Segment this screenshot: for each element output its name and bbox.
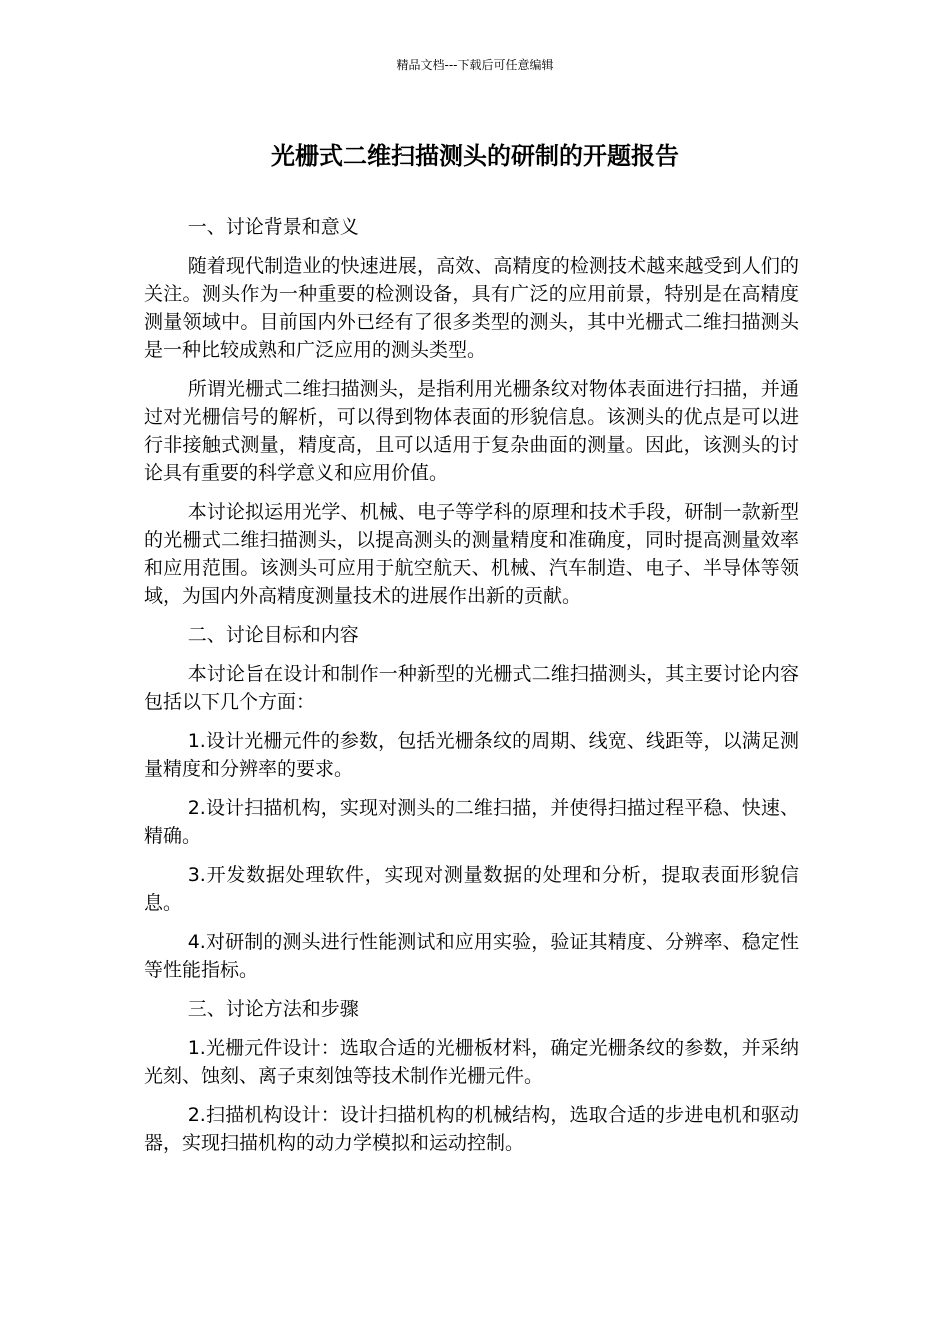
paragraph-goals-intro: 本讨论旨在设计和制作一种新型的光栅式二维扫描测头，其主要讨论内容包括以下几个方面： bbox=[144, 663, 799, 713]
list-item-method-1: 1.光栅元件设计：选取合适的光栅板材料，确定光栅条纹的参数，并采纳光刻、蚀刻、离子束刻蚀等技术制作光栅元件。 bbox=[144, 1037, 799, 1087]
list-item-goal-1: 1.设计光栅元件的参数，包括光栅条纹的周期、线宽、线距等，以满足测量精度和分辨率的要求。 bbox=[144, 730, 799, 780]
section-heading-goals: 二、讨论目标和内容 bbox=[187, 624, 359, 646]
section-heading-background: 一、讨论背景和意义 bbox=[187, 216, 359, 238]
paragraph-background-2: 所谓光栅式二维扫描测头，是指利用光栅条纹对物体表面进行扫描，并通过对光栅信号的解析，可以得到物体表面的形貌信息。该测头的优点是可以进行非接触式测量，精度高，且可以适用于复杂曲面的测量。因此，该测头的讨论具有重要的科学意义和应用价值。 bbox=[144, 378, 799, 484]
list-item-goal-2: 2.设计扫描机构，实现对测头的二维扫描，并使得扫描过程平稳、快速、精确。 bbox=[144, 797, 799, 847]
section-heading-methods: 三、讨论方法和步骤 bbox=[187, 998, 359, 1020]
document-title: 光栅式二维扫描测头的研制的开题报告 bbox=[271, 142, 679, 170]
paragraph-background-1: 随着现代制造业的快速进展，高效、高精度的检测技术越来越受到人们的关注。测头作为一种重要的检测设备，具有广泛的应用前景，特别是在高精度测量领域中。目前国内外已经有了很多类型的测头，其中光栅式二维扫描测头是一种比较成熟和广泛应用的测头类型。 bbox=[144, 255, 799, 361]
document-body bbox=[144, 213, 799, 1168]
page-header: 精品文档---下载后可任意编辑 bbox=[396, 58, 554, 72]
list-item-goal-3: 3.开发数据处理软件，实现对测量数据的处理和分析，提取表面形貌信息。 bbox=[144, 864, 799, 914]
list-item-goal-4: 4.对研制的测头进行性能测试和应用实验，验证其精度、分辨率、稳定性等性能指标。 bbox=[144, 931, 799, 981]
paragraph-background-3: 本讨论拟运用光学、机械、电子等学科的原理和技术手段，研制一款新型的光栅式二维扫描测头，以提高测头的测量精度和准确度，同时提高测量效率和应用范围。该测头可应用于航空航天、机械、汽车制造、电子、半导体等领域，为国内外高精度测量技术的进展作出新的贡献。 bbox=[144, 501, 799, 607]
list-item-method-2: 2.扫描机构设计：设计扫描机构的机械结构，选取合适的步进电机和驱动器，实现扫描机构的动力学模拟和运动控制。 bbox=[144, 1104, 799, 1154]
